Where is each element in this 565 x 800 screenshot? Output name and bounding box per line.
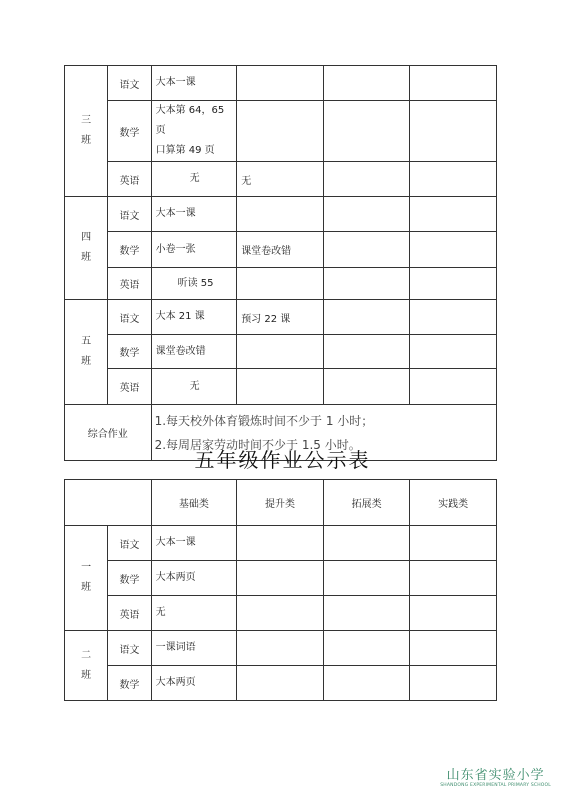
improve-cell: 无 bbox=[237, 162, 324, 197]
extend-cell bbox=[323, 197, 410, 232]
basic-cell: 大本 21 课 bbox=[151, 300, 237, 335]
improve-cell bbox=[237, 197, 324, 232]
subject-cell: 语文 bbox=[108, 526, 151, 561]
table-row bbox=[65, 631, 497, 666]
homework-table-2 bbox=[64, 479, 497, 701]
extend-cell bbox=[323, 596, 410, 631]
class-label: 一 班 bbox=[65, 526, 108, 631]
improve-cell bbox=[237, 631, 324, 666]
column-header: 提升类 bbox=[237, 480, 324, 526]
header-row bbox=[65, 480, 497, 526]
table-row bbox=[65, 232, 497, 268]
improve-cell: 预习 22 课 bbox=[237, 300, 324, 335]
basic-cell: 无 bbox=[151, 369, 237, 405]
improve-cell bbox=[237, 335, 324, 369]
table-row bbox=[65, 101, 497, 162]
basic-cell: 大本一课 bbox=[151, 526, 237, 561]
practice-cell bbox=[410, 666, 497, 701]
improve-cell bbox=[237, 66, 324, 101]
class-label: 三 班 bbox=[65, 66, 108, 197]
improve-cell bbox=[237, 268, 324, 300]
extend-cell bbox=[323, 66, 410, 101]
improve-cell bbox=[237, 561, 324, 596]
practice-cell bbox=[410, 232, 497, 268]
homework-table-1 bbox=[64, 65, 497, 461]
extend-cell bbox=[323, 162, 410, 197]
extend-cell bbox=[323, 232, 410, 268]
subject-cell: 数学 bbox=[108, 232, 151, 268]
extend-cell bbox=[323, 300, 410, 335]
practice-cell bbox=[410, 596, 497, 631]
column-header: 实践类 bbox=[410, 480, 497, 526]
improve-cell: 课堂卷改错 bbox=[237, 232, 324, 268]
subject-cell: 英语 bbox=[108, 596, 151, 631]
basic-cell: 一课词语 bbox=[151, 631, 237, 666]
extend-cell bbox=[323, 335, 410, 369]
subject-cell: 语文 bbox=[108, 300, 151, 335]
practice-cell bbox=[410, 335, 497, 369]
general-homework-line-2: 2.每周居家劳动时间不少于 1.5 小时。 bbox=[154, 437, 361, 452]
general-homework-line-1: 1.每天校外体育锻炼时间不少于 1 小时； bbox=[154, 413, 374, 428]
page-title: 五年级作业公示表 bbox=[194, 448, 371, 472]
basic-cell: 大本一课 bbox=[151, 66, 237, 101]
table-row bbox=[65, 197, 497, 232]
basic-cell: 大本一课 bbox=[151, 197, 237, 232]
basic-cell: 听读 55 bbox=[151, 268, 237, 300]
table-row bbox=[65, 369, 497, 405]
table-row bbox=[65, 268, 497, 300]
extend-cell bbox=[323, 666, 410, 701]
extend-cell bbox=[323, 369, 410, 405]
subject-cell: 数学 bbox=[108, 666, 151, 701]
column-header: 基础类 bbox=[151, 480, 237, 526]
basic-cell: 无 bbox=[151, 596, 237, 631]
basic-cell: 小卷一张 bbox=[151, 232, 237, 268]
extend-cell bbox=[323, 561, 410, 596]
practice-cell bbox=[410, 66, 497, 101]
subject-cell: 语文 bbox=[108, 631, 151, 666]
practice-cell bbox=[410, 268, 497, 300]
subject-cell: 数学 bbox=[108, 335, 151, 369]
subject-cell: 语文 bbox=[108, 66, 151, 101]
practice-cell bbox=[410, 300, 497, 335]
improve-cell bbox=[237, 101, 324, 162]
school-logo bbox=[440, 764, 551, 788]
table-row bbox=[65, 162, 497, 197]
table-row bbox=[65, 596, 497, 631]
basic-cell: 大本两页 bbox=[151, 666, 237, 701]
improve-cell bbox=[237, 369, 324, 405]
improve-cell bbox=[237, 526, 324, 561]
subject-cell: 语文 bbox=[108, 197, 151, 232]
table-row bbox=[65, 561, 497, 596]
table-row bbox=[65, 666, 497, 701]
table-row bbox=[65, 526, 497, 561]
practice-cell bbox=[410, 561, 497, 596]
school-name: 山东省实验小学 bbox=[446, 768, 545, 783]
class-label: 二 班 bbox=[65, 631, 108, 701]
header-blank bbox=[65, 480, 152, 526]
basic-cell: 大本第 64，65 页 口算第 49 页 bbox=[151, 101, 237, 162]
practice-cell bbox=[410, 162, 497, 197]
subject-cell: 英语 bbox=[108, 268, 151, 300]
basic-cell: 大本两页 bbox=[151, 561, 237, 596]
table-row bbox=[65, 300, 497, 335]
extend-cell bbox=[323, 101, 410, 162]
class-label: 五 班 bbox=[65, 300, 108, 405]
practice-cell bbox=[410, 631, 497, 666]
subject-cell: 英语 bbox=[108, 369, 151, 405]
basic-cell: 无 bbox=[151, 162, 237, 197]
extend-cell bbox=[323, 526, 410, 561]
table-row bbox=[65, 335, 497, 369]
general-homework-label: 综合作业 bbox=[65, 405, 152, 461]
table-row bbox=[65, 66, 497, 101]
class-label: 四 班 bbox=[65, 197, 108, 300]
subject-cell: 数学 bbox=[108, 101, 151, 162]
improve-cell bbox=[237, 666, 324, 701]
subject-cell: 英语 bbox=[108, 162, 151, 197]
extend-cell bbox=[323, 631, 410, 666]
practice-cell bbox=[410, 197, 497, 232]
column-header: 拓展类 bbox=[323, 480, 410, 526]
practice-cell bbox=[410, 101, 497, 162]
subject-cell: 数学 bbox=[108, 561, 151, 596]
improve-cell bbox=[237, 596, 324, 631]
practice-cell bbox=[410, 369, 497, 405]
basic-cell: 课堂卷改错 bbox=[151, 335, 237, 369]
practice-cell bbox=[410, 526, 497, 561]
extend-cell bbox=[323, 268, 410, 300]
school-name-english: SHANDONG EXPERIMENTAL PRIMARY SCHOOL bbox=[440, 783, 551, 788]
